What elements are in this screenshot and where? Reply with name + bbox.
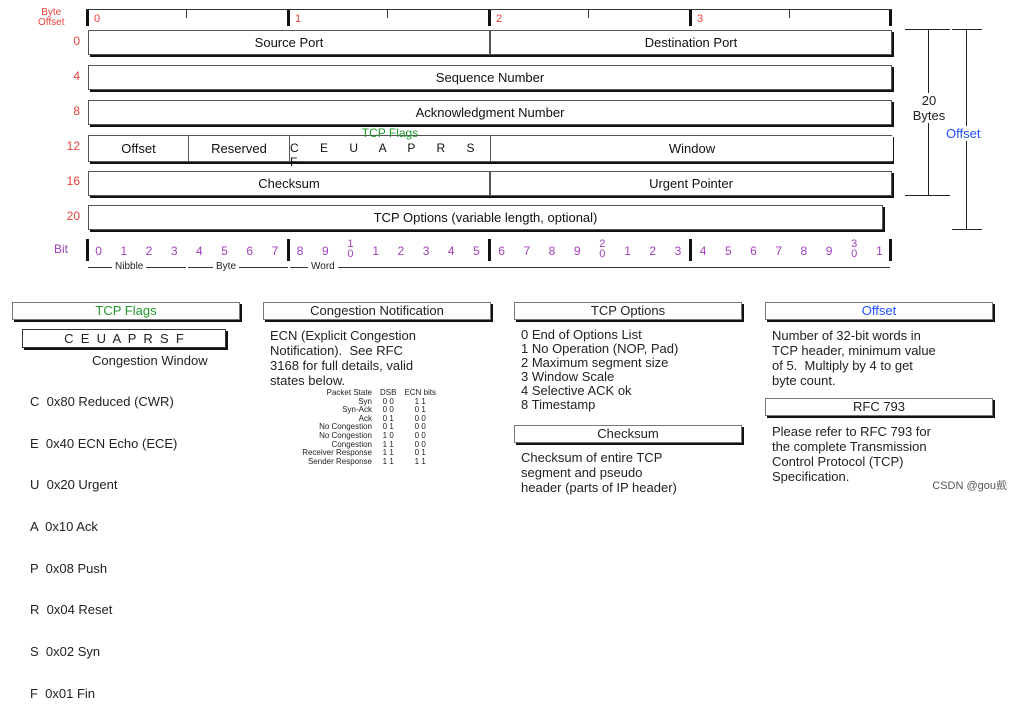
flag-item: R 0x04 Reset <box>30 602 113 618</box>
byte-number: 1 <box>295 13 302 25</box>
bit-number: 1 <box>624 244 631 258</box>
ecn-table-cell: 1 0 <box>382 430 394 440</box>
legend-offset-title: Offset <box>765 302 993 320</box>
flag-item: E 0x40 ECN Echo (ECE) <box>30 435 178 451</box>
bit-number: 4 <box>447 244 455 258</box>
bit-number: 0 <box>95 244 102 258</box>
bit-number: 5 <box>221 244 228 258</box>
bit-number: 9 <box>321 244 329 258</box>
bit-number: 9 <box>825 244 833 258</box>
bit-number: 7 <box>271 244 279 258</box>
word-span: Word <box>290 262 890 274</box>
legend-options-list <box>521 328 678 411</box>
ecn-table-cell: 0 0 <box>382 405 394 415</box>
option-item: 8 Timestamp <box>521 396 596 412</box>
field-offset: Offset <box>89 136 189 161</box>
bit-number: 5 <box>724 244 732 258</box>
option-item: 2 Maximum segment size <box>521 354 669 370</box>
legend-tcp-options-title: TCP Options <box>514 302 742 320</box>
ecn-table-cell: 0 0 <box>382 396 394 406</box>
bit-number: 6 <box>246 244 254 258</box>
ecn-table-cell: Packet State <box>326 388 372 397</box>
ecn-table-row <box>278 458 440 467</box>
flag-item: A 0x10 Ack <box>30 518 98 534</box>
flag-item: S 0x02 Syn <box>30 644 101 660</box>
flag-item: C 0x80 Reduced (CWR) <box>30 393 174 409</box>
ecn-table-cell: 0 0 <box>414 413 426 423</box>
bit-number: 1 0 <box>347 238 354 260</box>
flag-item: F 0x01 Fin <box>30 685 96 701</box>
row-offset-label: 16 <box>66 174 80 188</box>
byte-ruler <box>86 9 892 26</box>
legend-rfc-title: RFC 793 <box>765 398 993 416</box>
ecn-table-cell: 0 1 <box>382 413 394 423</box>
bit-number: 8 <box>548 244 556 258</box>
ecn-table-cell: 1 1 <box>382 448 394 458</box>
bit-number: 4 <box>699 244 707 258</box>
ecn-table-cell: 1 1 <box>382 439 394 449</box>
legend-checksum-title: Checksum <box>514 425 742 443</box>
bit-number: 3 0 <box>851 238 858 260</box>
legend-offset-text: Number of 32-bit words in TCP header, minimum value of 5. Multiply by 4 to get byte count. <box>772 328 936 388</box>
bit-number: 2 <box>145 244 153 258</box>
bit-ruler <box>86 239 892 263</box>
field-destination-port: Destination Port <box>490 30 892 55</box>
ecn-table-cell: Syn-Ack <box>342 405 372 415</box>
option-item: 0 End of Options List <box>521 327 642 342</box>
tcp-flags-letters: C E U A P R S F <box>290 140 484 169</box>
field-sequence-number: Sequence Number <box>88 65 892 90</box>
bit-number: 4 <box>196 244 203 258</box>
field-tcp-flags <box>290 125 491 169</box>
row-offset-label: 20 <box>66 209 80 223</box>
field-source-port: Source Port <box>88 30 490 55</box>
option-item: 3 Window Scale <box>521 368 615 384</box>
bit-number: 9 <box>573 244 581 258</box>
bit-number: 3 <box>422 244 430 258</box>
header-size-label: 20 Bytes <box>909 93 949 123</box>
ecn-table-cell: 0 0 <box>414 430 426 440</box>
option-item: 1 No Operation (NOP, Pad) <box>521 340 679 356</box>
field-window: Window <box>491 136 893 161</box>
row-offset-label: 8 <box>73 104 80 118</box>
legend-flag-letters: C E U A P R S F <box>22 329 226 348</box>
bit-number: 5 <box>473 244 480 258</box>
bit-number: 2 0 <box>599 238 606 260</box>
legend-flag-list <box>30 367 177 715</box>
bit-number: 8 <box>296 244 304 258</box>
row-offset-label: 4 <box>73 69 80 83</box>
legend-tcp-flags-title: TCP Flags <box>12 302 240 320</box>
byte-span: Byte <box>188 262 288 274</box>
ecn-table-cell: Syn <box>358 396 372 406</box>
bit-number: 7 <box>523 244 531 258</box>
ecn-table-cell: 0 1 <box>414 448 426 458</box>
byte-number: 2 <box>496 13 503 25</box>
tcp-flags-title: TCP Flags <box>361 125 419 140</box>
bit-number: 3 <box>170 244 178 258</box>
legend-congestion-title: Congestion Notification <box>263 302 491 320</box>
field-checksum: Checksum <box>88 171 490 196</box>
ecn-table-cell: ECN bits <box>404 388 437 397</box>
flag-item: P 0x08 Push <box>30 560 108 576</box>
bit-number: 1 <box>876 244 883 258</box>
bit-number: 2 <box>649 244 657 258</box>
ecn-table-cell: 0 1 <box>382 422 394 432</box>
ecn-table-cell: No Congestion <box>319 430 372 440</box>
ecn-table-cell: Congestion <box>331 439 372 449</box>
field-urgent-pointer: Urgent Pointer <box>490 171 892 196</box>
bit-number: 3 <box>674 244 682 258</box>
row-offset-label: 12 <box>66 139 80 153</box>
row-offset-label: 0 <box>73 34 80 48</box>
legend-congestion-text: ECN (Explicit Congestion Notification). See RFC 3168 for full details, valid states below. <box>270 328 416 388</box>
byte-number: 0 <box>94 13 101 25</box>
flag-item: U 0x20 Urgent <box>30 477 118 493</box>
byte-offset-label: Byte Offset <box>38 7 65 28</box>
bit-number: 2 <box>397 244 405 258</box>
offset-side-label: Offset <box>946 126 981 141</box>
ecn-table-cell: 0 0 <box>414 422 426 432</box>
ecn-table-cell: 1 1 <box>414 396 426 406</box>
bit-number: 7 <box>775 244 782 258</box>
nibble-span: Nibble <box>88 262 186 274</box>
bit-label: Bit <box>54 242 69 256</box>
legend-checksum-text: Checksum of entire TCP segment and pseudo header (parts of IP header) <box>521 450 677 495</box>
field-tcp-options: TCP Options (variable length, optional) <box>88 205 883 230</box>
ecn-table-cell: 0 0 <box>414 439 426 449</box>
legend-rfc-text: Please refer to RFC 793 for the complete Transmission Control Protocol (TCP) Specification. <box>772 424 931 484</box>
ecn-table-cell: DSB <box>380 388 397 397</box>
bit-number: 1 <box>120 244 128 258</box>
ecn-table-cell: Receiver Response <box>302 448 372 458</box>
bit-number: 1 <box>372 244 379 258</box>
ecn-table-cell: Ack <box>358 413 372 423</box>
field-acknowledgment-number: Acknowledgment Number <box>88 100 892 125</box>
ecn-table-cell: Sender Response <box>307 456 372 466</box>
field-row-offset-flags-window <box>88 125 892 169</box>
bit-number: 6 <box>750 244 757 258</box>
option-item: 4 Selective ACK ok <box>521 382 632 398</box>
ecn-table-cell: 0 1 <box>414 405 426 415</box>
byte-number: 3 <box>697 13 704 25</box>
bit-number: 8 <box>800 244 808 258</box>
field-reserved: Reserved <box>189 136 290 161</box>
ecn-table-cell: No Congestion <box>319 422 372 432</box>
watermark: CSDN @gou戴 <box>932 480 1007 492</box>
ecn-states-table <box>278 389 440 466</box>
ecn-table-cell: 1 1 <box>414 456 426 466</box>
ecn-table-cell: 1 1 <box>382 456 394 466</box>
legend-congestion-window: Congestion Window <box>92 353 208 368</box>
bit-number: 6 <box>498 244 505 258</box>
